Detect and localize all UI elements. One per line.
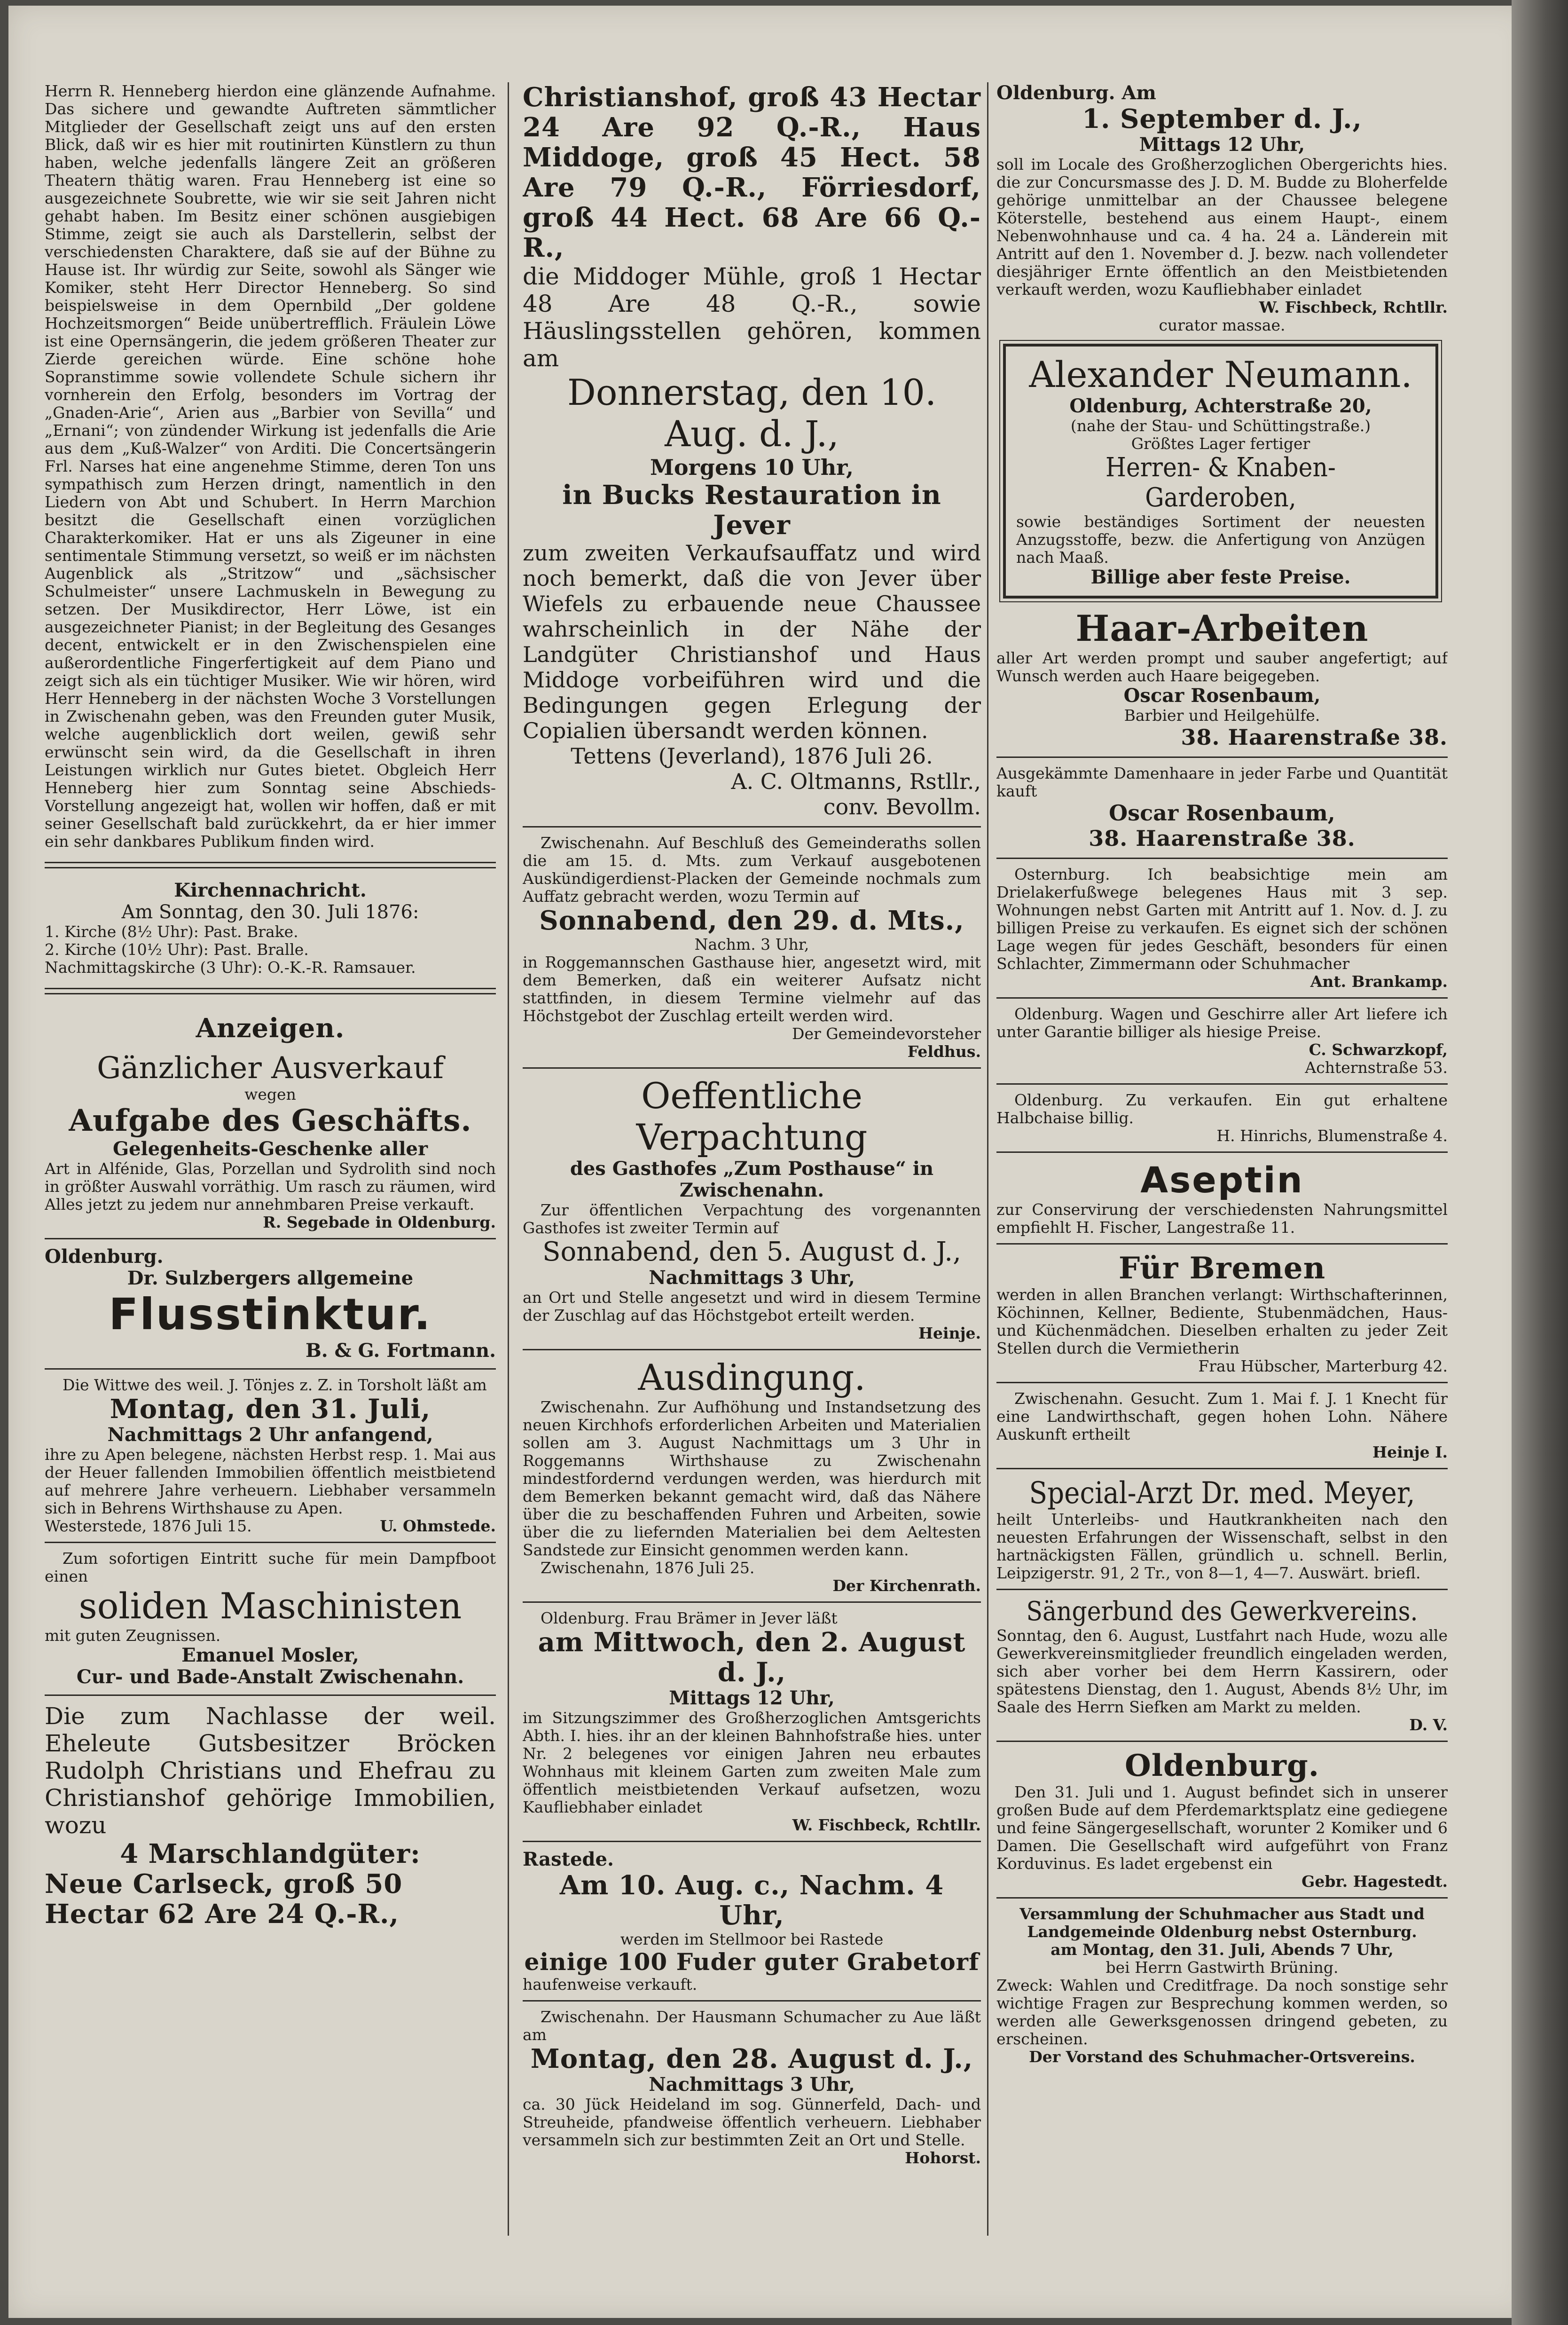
choir-ad-body: Sonntag, den 6. August, Lustfahrt nach Hude, wozu alle Gewerkvereinsmitglieder freundlich eingeladen werden, sich aber vorher bei dem Herrn Kassirern, oder spätestens Dienstag, den 1. August, Abends 8½ Uhr, im Saale des Herrn Siefken am Markt zu melden.: [996, 1626, 1448, 1716]
posthouse-ad-body: an Ort und Stelle angesetzt und wird in diesem Termine der Zuschlag auf das Höchstgebot erteilt werden.: [523, 1288, 981, 1324]
estate-signature-2: conv. Bevollm.: [823, 794, 981, 820]
concourse-ad-signature: W. Fischbeck, Rchtllr.: [1259, 298, 1448, 316]
posthouse-ad-sub: des Gasthofes „Zum Posthause“ in Zwischenahn.: [570, 1158, 934, 1201]
neumann-ad-body: sowie beständiges Sortiment der neuesten Anzugsstoffe, bezw. die Anfertigung von Anzügen nach Maaß.: [1016, 512, 1425, 567]
shoemakers-ad-signature: Der Vorstand des Schuhmacher-Ortsvereins.: [1029, 2048, 1415, 2066]
osternburg-house-ad-text: Osternburg. Ich beabsichtige mein am Drielakerfußwege belegenes Haus mit 3 sep. Wohnungen nebst Garten mit Antritt auf 1. Nov. d. J. zu billigen Preise zu verkaufen. Es eignet sich der schönen Lage wegen für jedes Geschäft, besonders für einen Schlachter, Zimmermann oder Schuhmacher: [996, 865, 1448, 973]
shoemakers-ad-location: bei Herrn Gastwirth Brüning.: [1105, 1958, 1339, 1977]
hair-ad-headline: Haar-Arbeiten: [1075, 607, 1369, 649]
sale-ad-subheadline: Aufgabe des Geschäfts.: [69, 1103, 472, 1138]
neumann-ad-stock: Größtes Lager fertiger: [1131, 434, 1310, 453]
estate-place: in Bucks Restauration in Jever: [562, 480, 941, 541]
aseptin-ad-body: zur Conservirung der verschiedensten Nahrungsmittel empfiehlt H. Fischer, Langestraße 11.: [996, 1200, 1448, 1237]
sale-ad-text: Art in Alfénide, Glas, Porzellan und Sydrolith sind noch in größter Auswahl vorräthig. Um rasch zu räumen, wird Alles jetzt zu jedem nur annehmbaren Preise verkauft.: [45, 1159, 496, 1214]
placard-ad-text: Zwischenahn. Auf Beschluß des Gemeinderaths sollen die am 15. d. Mts. zum Verkauf ausgebotenen Auskündigerdienst-Placken der Gemeinde nochmals zum Auffatz gebracht werden, wozu Termin auf: [523, 834, 981, 906]
farmhand-ad-signature: Heinje I.: [1372, 1443, 1448, 1461]
posthouse-ad-date: Sonnabend, den 5. August d. J.,: [542, 1237, 961, 1267]
heath-ad-body: ca. 30 Jück Heideland im sog. Günnerfeld, Dach- und Streuheide, pfandweise öffentlich verheuern. Liebhaber versammeln sich zur bestimmten Zeit an Ort und Stelle.: [523, 2095, 981, 2149]
column-rule-left: [508, 82, 509, 2236]
concourse-ad-body: soll im Locale des Großherzoglichen Obergerichts hies. die zur Concursmasse des J. D. M. Budde zu Bloherfelde gehörige unmittelbar an der Chaussee belegene Köterstelle, bestehend aus einem Haupt-, einem Nebenwohnhause und ca. 4 ha. 24 a. Länderein mit Antritt auf den 1. November d. J. bezw. nach vollendeter diesjähriger Ernte öffentlich an den Meistbietenden verkauft werden, wozu Kaufliebhaber einladet: [996, 155, 1448, 299]
hair-ad-body: aller Art werden prompt und sauber angefertigt; auf Wunsch werden auch Haare beigegeben.: [996, 649, 1448, 685]
sale-ad-headline: Gänzlicher Ausverkauf: [97, 1051, 444, 1086]
hair-ad-name: Oscar Rosenbaum,: [1123, 685, 1321, 707]
church-service-3: Nachmittagskirche (3 Uhr): O.-K.-R. Ramsauer.: [45, 958, 416, 977]
lease-ad-body: ihre zu Apen belegene, nächsten Herbst resp. 1. Mai aus der Heuer fallenden Immobilien öffentlich meistbietend auf mehrere Jahre verheuern. Liebhaber versammeln sich in Behrens Wirthshause zu Apen.: [45, 1445, 496, 1517]
church-service-2: 2. Kirche (10½ Uhr): Past. Bralle.: [45, 940, 309, 959]
lease-ad-footer: [45, 1517, 496, 1535]
hair-ad-address: 38. Haarenstraße 38.: [1181, 725, 1448, 750]
heath-ad-text: Zwischenahn. Der Hausmann Schumacher zu Aue läßt am: [523, 2008, 981, 2044]
aseptin-ad-headline: Aseptin: [1140, 1159, 1304, 1201]
house-ad-date: am Mittwoch, den 2. August d. J.,: [538, 1627, 966, 1688]
bremen-ad-signature: Frau Hübscher, Marterburg 42.: [1198, 1357, 1448, 1375]
hair-ad-trade: Barbier und Heilgehülfe.: [1124, 706, 1320, 725]
posthouse-ad-signature: Heinje.: [918, 1324, 981, 1342]
singers-ad-signature: Gebr. Hagestedt.: [1301, 1872, 1448, 1891]
estate-items: Christianshof, groß 43 Hectar 24 Are 92 Q.-R., Haus Middoge, groß 45 Hect. 58 Are 79 Q.-R., Förriesdorf, groß 44 Hect. 68 Are 66 Q.-R.,: [523, 82, 981, 263]
placard-ad-signature-2: Feldhus.: [907, 1042, 981, 1061]
tender-ad-headline: Ausdingung.: [638, 1356, 866, 1398]
placard-ad-time: Nachm. 3 Uhr,: [694, 935, 809, 954]
house-ad-text: Oldenburg. Frau Brämer in Jever läßt: [541, 1609, 838, 1627]
heath-ad-time: Nachmittags 3 Uhr,: [649, 2073, 855, 2096]
concourse-ad-place: Oldenburg. Am: [996, 82, 1156, 104]
carriage-ad-address: Achternstraße 53.: [1305, 1058, 1448, 1077]
engineer-ad-headline: soliden Maschinisten: [78, 1585, 462, 1627]
neumann-ad-name: Alexander Neumann.: [1029, 354, 1412, 395]
tincture-ad-headline: Flusstinktur.: [109, 1289, 432, 1340]
sale-ad-gift-line: Gelegenheits-Geschenke aller: [112, 1138, 428, 1160]
doctor-ad-headline: Special-Arzt Dr. med. Meyer,: [1029, 1476, 1415, 1511]
combed-hair-ad-name: Oscar Rosenbaum,: [1109, 800, 1335, 826]
theatre-report: Herrn R. Henneberg hierdon eine glänzende Aufnahme. Das sichere und gewandte Auftreten sämmtlicher Mitglieder der Gesellschaft zeigt uns auf den ersten Blick, daß wir es hier mit routinirten Künstlern zu thun haben, welche jedenfalls längere Zeit an größeren Theatern thätig waren. Frau Henneberg ist eine so ausgezeichnete Soubrette, wie wir sie seit Jahren nicht gehabt haben. Im Besitz einer schönen ausgiebigen Stimme, zeigt sie auch als Darstellerin, selbst der verschiedensten Charaktere, daß sie auf der Bühne zu Hause ist. Ihr würdig zur Seite, sowohl als Sänger wie Komiker, steht Herr Director Henneberg. So sind beispielsweise in dem Opernbild „Der goldene Hochzeitsmorgen“ Beide unübertrefflich. Fräulein Löwe ist eine Opernsängerin, die jedem größeren Theater zur Zierde gereichen würde. Eine schöne hohe Sopranstimme sowie vollendete Schule sichern ihr vornherein den Erfolg, besonders im Vortrag der „Gnaden-Arie“, Arien aus „Barbier von Sevilla“ und „Ernani“; von zündender Wirkung ist jedenfalls die Arie aus dem „Kuß-Walzer“ von Arditi. Die Concertsängerin Frl. Narses hat eine angenehme Stimme, deren Ton uns sympathisch zum Herzen dringt, namentlich in den Liedern von Abt und Schubert. In Herrn Marchion besitzt die Gesellschaft einen vorzüglichen Charakterkomiker. Hat er uns als Zigeuner in eine sentimentale Stimmung versetzt, so weiß er im nächsten Augenblick als „Stritzow“ und „sächsischer Schulmeister“ unsere Lachmuskeln in Bewegung zu setzen. Der Musikdirector, Herr Löwe, ist ein ausgezeichneter Pianist; in der Begleitung des Gesanges decent, entwickelt er in den Zwischenspielen eine außerordentliche Fingerfertigkeit auf dem Piano und zeigt sich als ein tüchtiger Musiker. Wie wir hören, wird Herr Henneberg in der nächsten Woche 3 Vorstellungen in Zwischenahn geben, was den Freunden guter Musik, welche augenblicklich dort weilen, gewiß sehr erwünscht sein wird, da die Gesellschaft in ihren Leistungen wirklich nur Gutes bietet. Obgleich Herr Henneberg hier zum Sonntag seine Abschieds-Vorstellung angezeigt hat, wollen wir hoffen, daß er mit seiner Gesellschaft bald zurückkehrt, da er hier immer ein sehr dankbares Publikum finden wird.: [45, 82, 496, 851]
peat-ad-text: werden im Stellmoor bei Rastede: [620, 1930, 884, 1948]
peat-ad-headline: einige 100 Fuder guter Grabetorf: [524, 1948, 980, 1976]
doctor-ad-body: heilt Unterleibs- und Hautkrankheiten nach den neuesten Erfahrungen der Wissenschaft, selbst in den hartnäckigsten Fällen, gründlich u. schnell. Berlin, Leipzigerstr. 91, 2 Tr., von 8—1, 4—7. Auswärt. briefl.: [996, 1510, 1448, 1582]
shoemakers-ad-body: Zweck: Wahlen und Creditfrage. Da noch sonstige sehr wichtige Fragen zur Besprechung kommen werden, so werden alle Gewerksgenossen dringend gebeten, zu erscheinen.: [996, 1976, 1448, 2048]
estate-ad-item: Neue Carlseck, groß 50 Hectar 62 Are 24 Q.-R.,: [45, 1868, 403, 1930]
shoemakers-ad-headline: Versammlung der Schuhmacher aus Stadt und Landgemeinde Oldenburg nebst Osternburg.: [1019, 1905, 1425, 1941]
estate-ad-text: Die zum Nachlasse der weil. Eheleute Gutsbesitzer Bröcken Rudolph Christians und Ehefrau zu Christianshof gehörige Immobilien, wozu: [45, 1702, 496, 1839]
sale-ad-signature: R. Segebade in Oldenburg.: [263, 1213, 496, 1231]
sale-ad-wegen: wegen: [244, 1085, 296, 1103]
lease-ad-date: Montag, den 31. Juli,: [110, 1394, 431, 1425]
posthouse-ad-text: Zur öffentlichen Verpachtung des vorgenannten Gasthofes ist zweiter Termin auf: [523, 1201, 981, 1237]
estate-location: Tettens (Jeverland), 1876 Juli 26.: [571, 743, 933, 769]
posthouse-ad-headline: Oeffentliche Verpachtung: [636, 1075, 868, 1158]
column-middle: [523, 82, 981, 2292]
concourse-ad-date: 1. September d. J.,: [1082, 103, 1362, 134]
lease-ad-time: Nachmittags 2 Uhr anfangend,: [107, 1424, 433, 1446]
tender-ad-signature: Der Kirchenrath.: [832, 1576, 981, 1595]
carriage-ad-signature: C. Schwarzkopf,: [1309, 1040, 1448, 1059]
heath-ad-date: Montag, den 28. August d. J.,: [530, 2043, 973, 2074]
estate-signature-1: A. C. Oltmanns, Rstllr.,: [731, 769, 981, 794]
peat-ad-place: Rastede.: [523, 1848, 614, 1870]
separator: [45, 988, 496, 994]
neumann-ad-address: Oldenburg, Achterstraße 20,: [1069, 395, 1372, 417]
column-right: [996, 82, 1448, 2292]
house-ad-body: im Sitzungszimmer des Großherzoglichen Amtsgerichts Abth. I. hies. ihr an der kleinen Bahnhofstraße hies. unter Nr. 2 belegenes vor einigen Jahren neu erbautes Wohnhaus mit kleinem Garten zum zweiten Male zum öffentlich meistbietenden Verkauf aufsetzen, wozu Kaufliebhaber einladet: [523, 1709, 981, 1816]
page-edge-shadow: [1512, 0, 1568, 2325]
peat-ad-date: Am 10. Aug. c., Nachm. 4 Uhr,: [559, 1870, 944, 1931]
combed-hair-ad-address: 38. Haarenstraße 38.: [1089, 826, 1356, 851]
concourse-ad-signature-2: curator massae.: [1159, 316, 1286, 334]
heath-ad-signature: Hohorst.: [905, 2149, 981, 2167]
tender-ad-place: Zwischenahn, 1876 Juli 25.: [541, 1559, 755, 1577]
tincture-ad-place: Oldenburg.: [45, 1245, 164, 1268]
chaise-ad-text: Oldenburg. Zu verkaufen. Ein gut erhaltene Halbchaise billig.: [996, 1091, 1448, 1127]
bremen-ad-body: werden in allen Branchen verlangt: Wirthschafterinnen, Köchinnen, Kellner, Bediente, Stubenmädchen, Haus- und Küchenmädchen. Dieselben erhalten zu jeder Zeit Stellen durch die Vermietherin: [996, 1285, 1448, 1357]
choir-ad-signature: D. V.: [1409, 1716, 1448, 1734]
peat-ad-end: haufenweise verkauft.: [523, 1975, 698, 1994]
placard-ad-signature-1: Der Gemeindevorsteher: [792, 1025, 981, 1043]
engineer-ad-firm: Cur- und Bade-Anstalt Zwischenahn.: [76, 1666, 464, 1688]
engineer-ad-text: Zum sofortigen Eintritt suche für mein Dampfboot einen: [45, 1549, 496, 1585]
estate-time: Morgens 10 Uhr,: [650, 455, 854, 480]
separator: [45, 862, 496, 868]
chaise-ad-signature: H. Hinrichs, Blumenstraße 4.: [1216, 1127, 1448, 1145]
ads-section-title: Anzeigen.: [196, 1013, 345, 1044]
engineer-ad-name: Emanuel Mosler,: [181, 1644, 359, 1666]
shoemakers-ad-date: am Montag, den 31. Juli, Abends 7 Uhr,: [1051, 1940, 1394, 1959]
estate-date: Donnerstag, den 10. Aug. d. J.,: [567, 371, 937, 455]
church-service-1: 1. Kirche (8½ Uhr): Past. Brake.: [45, 922, 298, 941]
choir-ad-headline: Sängerbund des Gewerkvereins.: [1026, 1596, 1418, 1627]
church-notice-date: Am Sonntag, den 30. Juli 1876:: [121, 901, 419, 923]
singers-ad-headline: Oldenburg.: [1124, 1748, 1320, 1783]
combed-hair-ad-text: Ausgekämmte Damenhaare in jeder Farbe und Quantität kauft: [996, 764, 1448, 800]
osternburg-house-ad-signature: Ant. Brankamp.: [1310, 972, 1448, 991]
estate-mill: die Middoger Mühle, groß 1 Hectar 48 Are 48 Q.-R., sowie Häuslingsstellen gehören, kommen am: [523, 263, 981, 372]
house-ad-time: Mittags 12 Uhr,: [669, 1687, 835, 1709]
lease-ad-place: Westerstede, 1876 Juli 15.: [45, 1517, 252, 1535]
neumann-ad-near: (nahe der Stau- und Schüttingstraße.): [1070, 417, 1371, 435]
tender-ad-text: Zwischenahn. Zur Aufhöhung und Instandsetzung des neuen Kirchhofs erforderlichen Arbeiten und Materialien sollen am 3. August Nachmittags um 3 Uhr in Roggemanns Wirthshause zu Zwischenahn mindestfordernd verdungen werden, was hierdurch mit dem Bemerken bekannt gemacht wird, daß das Nähere über die zu beschaffenden Fuhren und Arbeiten, sowie über die zu liefernden Materialien bei dem Aeltesten Sandstede zur Einsicht genommen werden kann.: [523, 1398, 981, 1559]
placard-ad-body: in Roggemannschen Gasthause hier, angesetzt wird, mit dem Bemerken, daß ein weiterer Aufsatz nicht stattfinden, in diesem Termine vielmehr auf das Höchstgebot der Zuschlag erteilt werden wird.: [523, 953, 981, 1025]
house-ad-signature: W. Fischbeck, Rchtllr.: [792, 1816, 981, 1834]
tincture-ad-signature: B. & G. Fortmann.: [305, 1340, 496, 1362]
neumann-ad-prices: Billige aber feste Preise.: [1090, 566, 1351, 588]
bremen-ad-headline: Für Bremen: [1118, 1251, 1326, 1286]
singers-ad-body: Den 31. Juli und 1. August befindet sich in unserer großen Bude auf dem Pferdemarktsplatz eine gediegene und feine Sängergesellschaft, worunter 2 Komiker und 6 Damen. Die Gesellschaft wird aufgeführt von Franz Korduvinus. Es ladet ergebenst ein: [996, 1783, 1448, 1873]
church-notice-title: Kirchennachricht.: [174, 879, 367, 901]
neumann-ad-headline: Herren- & Knaben-Garderoben,: [1105, 452, 1336, 513]
concourse-ad-time: Mittags 12 Uhr,: [1139, 134, 1305, 156]
lease-ad-text: Die Wittwe des weil. J. Tönjes z. Z. in Torsholt läßt am: [63, 1376, 487, 1394]
farmhand-ad-text: Zwischenahn. Gesucht. Zum 1. Mai f. J. 1 Knecht für eine Landwirthschaft, gegen hohen Lohn. Nähere Auskunft ertheilt: [996, 1389, 1448, 1443]
posthouse-ad-time: Nachmittags 3 Uhr,: [649, 1267, 855, 1289]
tincture-ad-line: Dr. Sulzbergers allgemeine: [127, 1267, 414, 1289]
placard-ad-date: Sonnabend, den 29. d. Mts.,: [539, 905, 964, 936]
engineer-ad-sub: mit guten Zeugnissen.: [45, 1626, 221, 1645]
neumann-ad-box: [1003, 344, 1438, 599]
column-left: [45, 82, 496, 2292]
carriage-ad-text: Oldenburg. Wagen und Geschirre aller Art liefere ich unter Garantie billiger als hiesige Preise.: [996, 1005, 1448, 1041]
column-rule-right: [987, 82, 988, 2236]
estate-ad-sub: 4 Marschlandgüter:: [120, 1838, 421, 1869]
lease-ad-signature: U. Ohmstede.: [380, 1517, 496, 1535]
estate-body: zum zweiten Verkaufsauffatz und wird noch bemerkt, daß die von Jever über Wiefels zu erbauende neue Chaussee wahrscheinlich in der Nähe der Landgüter Christianshof und Haus Middoge vorbeiführen wird und die Bedingungen gegen Erlegung der Copialien übersandt werden können.: [523, 540, 981, 743]
